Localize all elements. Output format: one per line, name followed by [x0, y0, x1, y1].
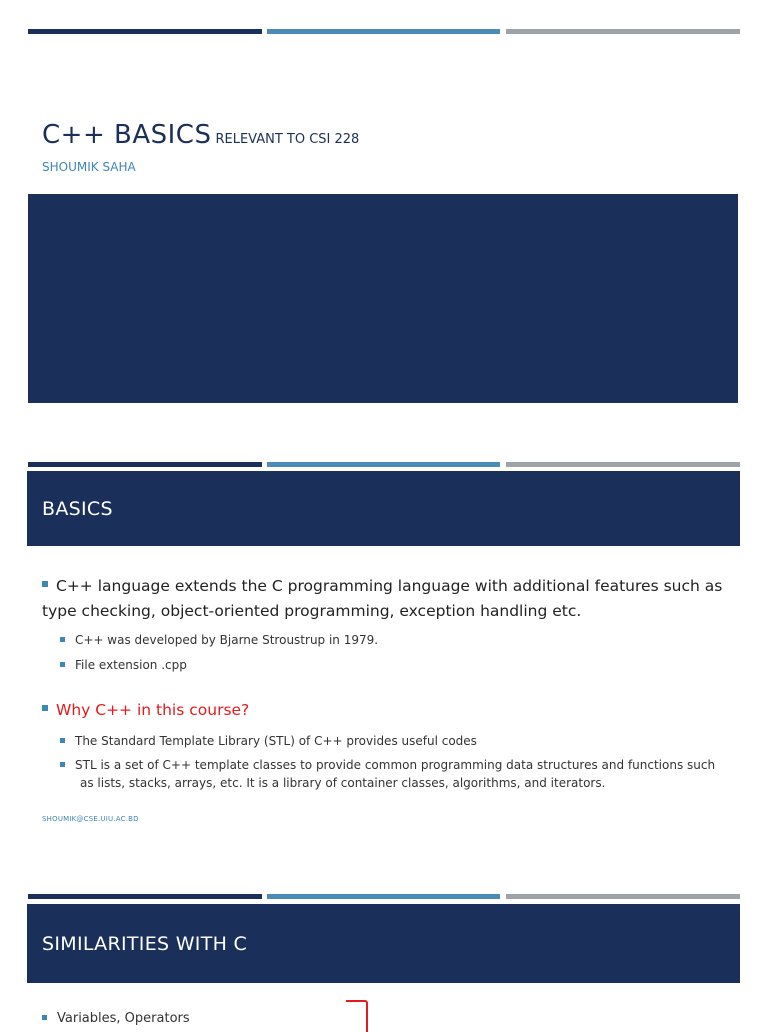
square-bullet-icon	[60, 738, 65, 743]
bullet-item	[42, 1010, 728, 1028]
sub-bullet-text: STL is a set of C++ template classes to provide common programming data structures and functions such as lists, stacks, arrays, etc. It is a library of container classes, algorithms, and iterators.	[75, 758, 716, 790]
basics-slide	[0, 455, 768, 875]
sub-bullet-item	[42, 732, 728, 750]
top-stripe-blue	[267, 894, 500, 899]
top-stripe-gray	[506, 894, 740, 899]
bullet-text: C++ language extends the C programming language with additional features such as type checking, object-oriented programming, exception handling etc.	[42, 577, 723, 620]
bullet-text: Variables, Operators	[57, 1011, 190, 1026]
sub-bullet-item	[42, 756, 728, 792]
similarities-slide	[0, 890, 768, 1024]
slide-title	[42, 120, 359, 150]
top-stripe-gray	[506, 462, 740, 467]
slide-header-bar	[27, 904, 740, 983]
footer-email: SHOUMIK@CSE.UIU.AC.BD	[42, 815, 139, 823]
sub-bullet-text: File extension .cpp	[75, 658, 187, 672]
square-bullet-icon	[60, 762, 65, 767]
bullet-list	[42, 574, 728, 792]
top-stripe-blue	[267, 29, 500, 34]
title-slide	[0, 0, 768, 420]
top-stripe-navy	[28, 462, 262, 467]
author-name: SHOUMIK SAHA	[42, 160, 136, 174]
slide-header-title: SIMILARITIES WITH C	[42, 932, 248, 955]
bullet-text-highlight: Why C++ in this course?	[56, 701, 250, 719]
square-bullet-icon	[42, 1015, 47, 1020]
bullet-item	[42, 574, 728, 624]
top-stripe-navy	[28, 894, 262, 899]
sub-bullet-item	[42, 656, 728, 674]
bullet-item	[42, 698, 728, 723]
top-stripe-blue	[267, 462, 500, 467]
top-stripe-navy	[28, 29, 262, 34]
top-stripe-gray	[506, 29, 740, 34]
square-bullet-icon	[42, 581, 48, 587]
sub-bullet-item	[42, 631, 728, 649]
square-bullet-icon	[60, 662, 65, 667]
title-main-text: C++ BASICS	[42, 120, 212, 150]
sub-bullet-text: C++ was developed by Bjarne Stroustrup in 1979.	[75, 633, 379, 647]
red-annotation-mark	[346, 1000, 368, 1032]
square-bullet-icon	[60, 637, 65, 642]
slide-header-title: BASICS	[42, 497, 113, 520]
slide-header-bar	[27, 471, 740, 546]
square-bullet-icon	[42, 705, 48, 711]
title-banner-panel	[28, 194, 738, 403]
title-subtitle: RELEVANT TO CSI 228	[215, 132, 360, 147]
sub-bullet-text: The Standard Template Library (STL) of C++ provides useful codes	[75, 734, 477, 748]
bullet-list	[42, 1010, 728, 1028]
